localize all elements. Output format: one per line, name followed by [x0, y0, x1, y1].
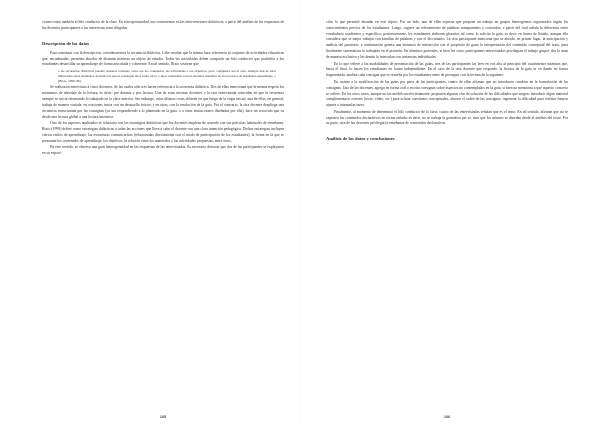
- paragraph-presentacion-guias: En lo que refiere a las modalidades de presentación de las guías, tres de las participantes las leen en voz alta al principio del cuatrimestre mientras que, hacia el final, lo hacen los estudiantes en forma independiente. En el caso de la otra docente que responde, la lectura de la guía se va dando en forma fragmentada, analiza cada consigna que es resuelta por los estudiantes antes de proseguir con la lectura de la siguiente.: [326, 61, 568, 78]
- section-heading-analisis: Análisis de los datos y conclusiones: [326, 136, 395, 142]
- right-page-text: [326, 20, 568, 142]
- section-heading-descripcion: Descripción de los datos: [42, 40, 90, 46]
- paragraph-intro: ciones como también al hilo conductor de la clase. En esta oportunidad, nos centraremos en las intervenciones didácticas, a partir del análisis de las respuestas de las docentes participantes a las entrevistas semi dirigidas.: [42, 20, 285, 30]
- paragraph-entrevistas: Se realizaron entrevistas a cinco docentes, de las cuales sólo tres hacen referencia a la secuencia didáctica. Dos de ellas mencionan que la misma respeta los momentos de abordaje de la lectura, es decir: pre durante y pos lectura. Una de estas mismas docentes y la otra entrevistada coinciden en que la secuencia siempre se inicia retomando lo trabajado en la clase anterior. Sin embargo, estas últimas cosas difieren en que luego de la etapa inicial, una de ellas, en general, trabaja de manera variada: en ocasiones inicia con un desarrollo teórico y en otras, con la resolución de la guía. Por el contrario, la otra docente despliega una secuencia estructurada por las consignas (ya sea respondiendo a lo planteado en la guía, o a otras instrucciones diseñadas por ella), hace un recorrido que va desde una lectura global a una lectura intensiva.: [42, 85, 284, 119]
- left-page: [42, 20, 285, 419]
- paragraph-heterogeneidad: En este sentido, se observa una gran heterogeneidad en las respuestas de las entrevistadas. Es necesario destacar que dos de las participantes se explayaron en su exposi-: [42, 145, 284, 156]
- paragraph-hilo-conductor: Finalmente, al momento de determinar el hilo conductor de la clase, cuatro de las entrevistadas señalan que es el texto. En tal sentido, afirman que no se exponen los contenidos declarativos en forma aislada; es decir, no se trabaja la gramática per se, sino que los mismos se abordan desde el análisis del texto. Por su parte, otra de las docentes privilegia la enseñanza de contenidos declarativos.: [326, 109, 568, 126]
- paragraph-estrategias: Otro de los aspectos analizados se relaciona con las estrategias didácticas que los docentes emplean de acuerdo con sus prácticas habituales de enseñanza. Bixio (1999) define como estrategias didácticas a todas las acciones que lleva a cabo el docente con una clara intención pedagógica. Dichas estrategias incluyen ciertos estilos de aprendizaje: las estructuras comunicativas (relacionadas directamente con el modo de participación de los estudiantes); la forma en la que se presentan los contenidos de aprendizaje, los objetivos, la relación entre los materiales y las actividades propuestas, entre otros.: [42, 121, 284, 143]
- right-page: [326, 20, 568, 419]
- paragraph-continuacion: ción, lo que permitió ahondar en este tópico. Por un lado, una de ellas expresa que propone un trabajo en grupos heterogéneos organizados según los conocimientos previos de los estudiantes. Luego, sugiere un relevamiento de palabras transparentes y conocidas, a partir del cual señala la diferencia entre vocabulario académico y específico; posteriormente, los estudiantes elaboran glosarios tal como lo solicita la guía, es decir en forma de listado, aunque ella considera que se mejor trabajar con familias de palabras y con el diccionario. La otra participante menciona que se aborda, en primer lugar, la anticipación y análisis del paratexto; a continuación genera una instancia de interacción con el propósito de guiar la interpretación del contenido conceptual del texto, para finalmente sistematizar lo trabajado en el pizarrón. En términos generales, si bien los cinco participantes entrevistados privilegian el trabajo grupal, dos lo usan de manera exclusiva y las demás lo intercalan con instancias individuales.: [326, 20, 568, 59]
- page-number-left: 105: [159, 415, 167, 419]
- block-quote-bixio: « las secuencias didácticas pueden pensarse tomando como eje los contenidos, las actividades o los objetivos, pero, cualquiera sea el caso, siempre han de estar imbricados estos elementos de modo tal que se sostengan unos sobre otros, y unos coherentes con los modelos mentales de los procesos de enseñanza-aprendizaje. » (Bixio, 1999: 86).: [58, 69, 276, 83]
- paragraph-secuencia: Para comenzar con la descripción, consideraremos la secuencia didáctica. Cabe resaltar que la misma hace referencia al conjunto de actividades educativas que, encadenadas, permiten abordar de distintas maneras un objeto de estudio. Todas las actividades deben compartir un hilo conductor que posibilite a los estudiantes desarrollar su aprendizaje de forma articulada y coherente. En tal sentido, Bixio sostiene que: [42, 50, 284, 67]
- paragraph-modificacion-guias: En cuanto a la modificación de las guías por parte de las participantes, cuatro de ellas afirman que no introducen cambios en la formulación de las consignas. Una de las docentes, agrega en forma oral o escrita consignas sobre aspectos no contemplados en la guía, si bien no menciona a qué aspecto concreto se refiere. En los otros casos, aunque no las modifican efectivamente, proponen algunas vías de solución de las dificultades que surgen: introducir algún material complementario externo (texto, video, etc.) para aclarar cuestiones conceptuales, ahorrar el orden de las consignas, regenerar la dificultad para realizar futuros ajustes o intentarlas tarea.: [326, 79, 568, 108]
- left-page-text: [42, 20, 284, 157]
- gutter-divider: [300, 0, 301, 424]
- page-number-right: 106: [443, 415, 451, 419]
